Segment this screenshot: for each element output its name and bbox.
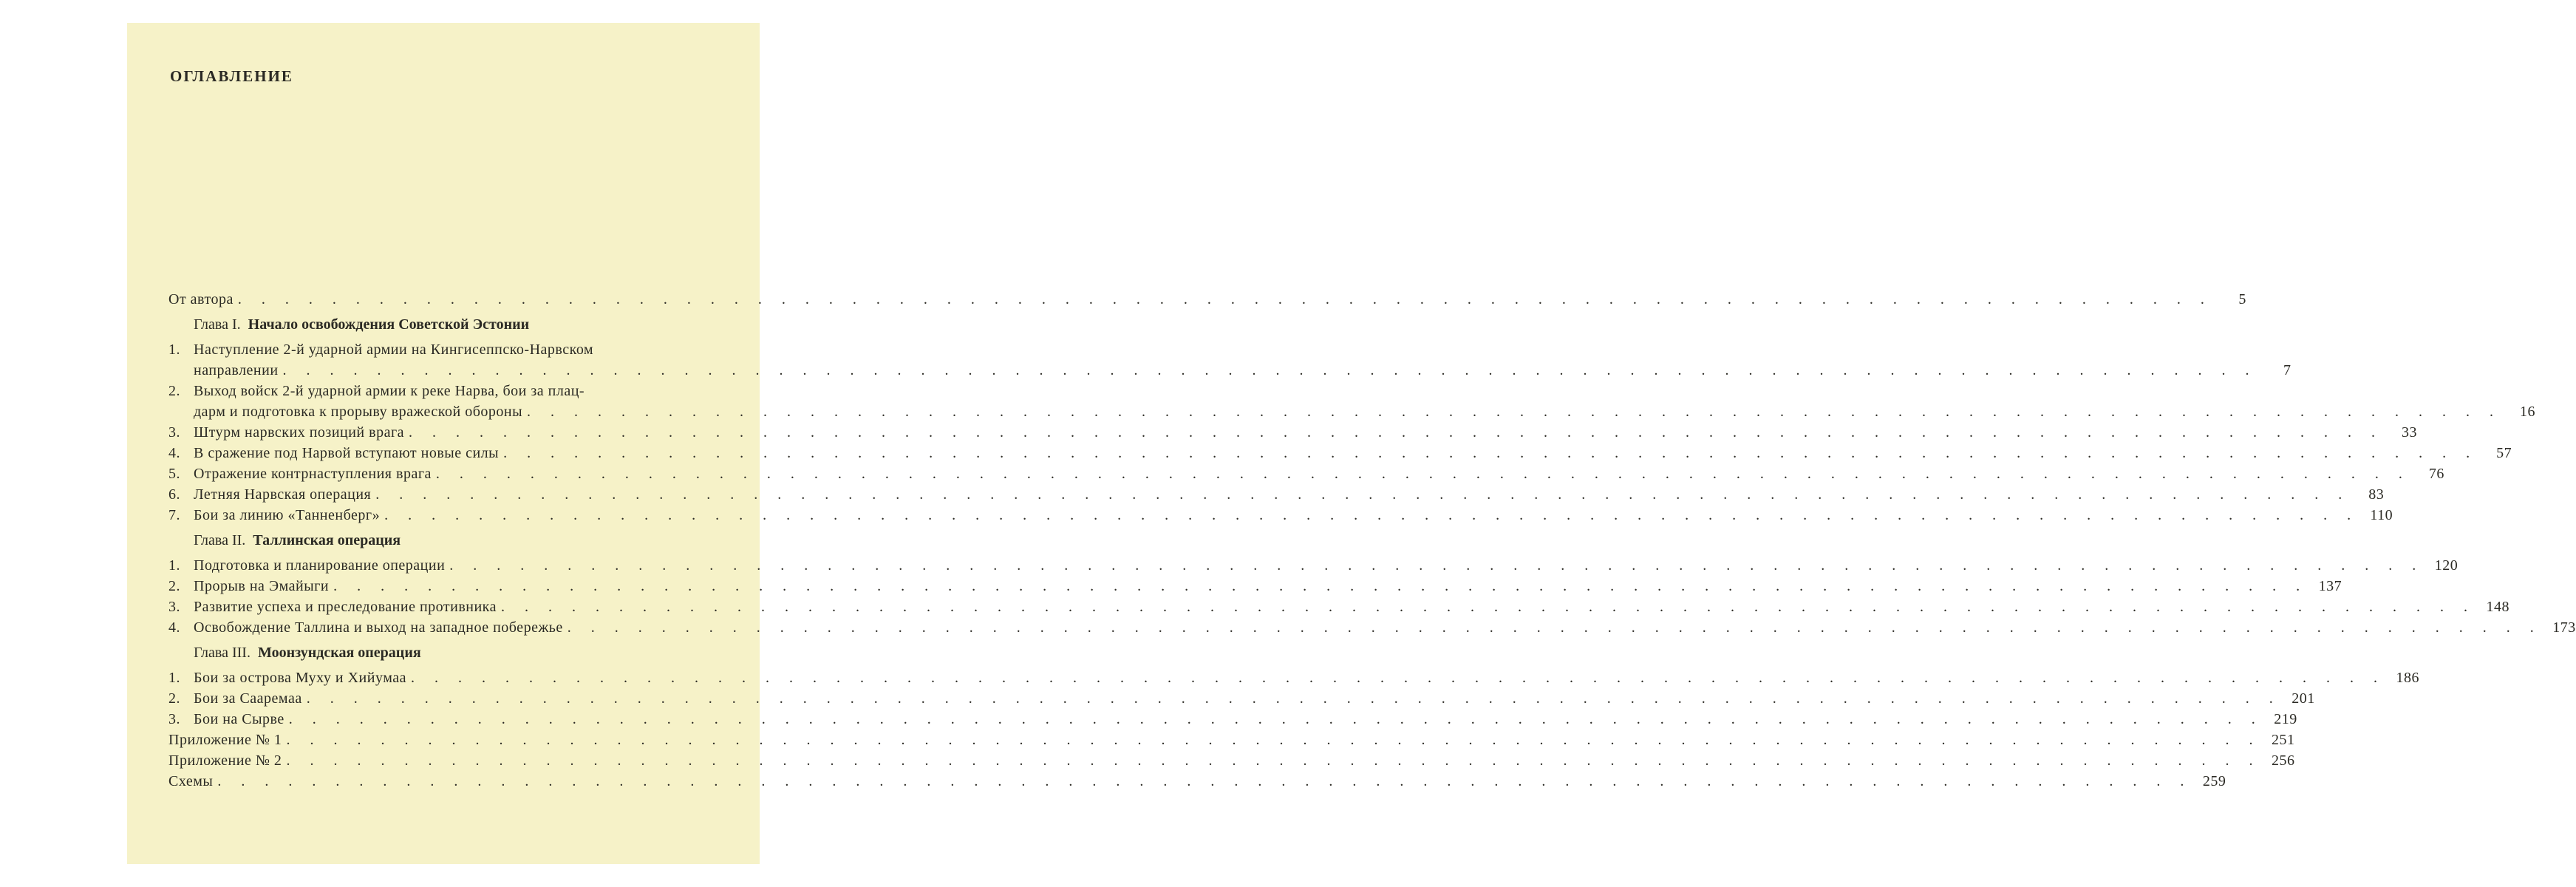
toc-entry-number: 3. [168,599,180,615]
toc-entry-continuation [168,401,2536,422]
leader-dots: . . . . . . . . . . . . . . . . . . . . . . . . . . . . . . . . . . . . . . . . . . . . . . . . . . . . . . . . . . . . . . . . . . . . . . . . . . . . . . . . . . . . [567,619,2542,636]
chapter-title: Моонзундская операция [257,645,421,661]
toc-entry-text: Бои за Сааремаа [194,690,302,707]
toc-page-number: 256 [2271,752,2295,769]
toc-entry [168,709,2297,730]
toc-entry [168,484,2385,505]
book-page [127,23,2576,864]
toc-page-number: 201 [2292,690,2315,707]
toc-entry [168,667,2419,688]
toc-entry [168,576,2342,597]
page-heading: ОГЛАВЛЕНИЕ [170,67,293,85]
toc-entry-text: направлении [194,362,279,378]
toc-entry-number: 2. [168,383,180,399]
leader-dots: . . . . . . . . . . . . . . . . . . . . . . . . . . . . . . . . . . . . . . . . . . . . . . . . . . . . . . . . . . . . . . . . . . . . . . . . . . . . . . . . . . . . [375,486,2351,503]
leader-dots: . . . . . . . . . . . . . . . . . . . . . . . . . . . . . . . . . . . . . . . . . . . . . . . . . . . . . . . . . . . . . . . . . . . . . . . . . . . . . . . . . . . . [384,507,2359,523]
leader-dots: . . . . . . . . . . . . . . . . . . . . . . . . . . . . . . . . . . . . . . . . . . . . . . . . . . . . . . . . . . . . . . . . . . . . . . . . . . . . . . . . . . . . [237,291,2212,307]
toc-entry-appendix [168,771,2226,792]
leader-dots: . . . . . . . . . . . . . . . . . . . . . . . . . . . . . . . . . . . . . . . . . . . . . . . . . . . . . . . . . . . . . . . . . . . . . . . . . . . . . . . . . . . . [288,711,2263,727]
leader-dots: . . . . . . . . . . . . . . . . . . . . . . . . . . . . . . . . . . . . . . . . . . . . . . . . . . . . . . . . . . . . . . . . . . . . . . . . . . . . . . . . . . . . [409,424,2384,441]
toc-page-number: 76 [2428,466,2444,482]
leader-dots: . . . . . . . . . . . . . . . . . . . . . . . . . . . . . . . . . . . . . . . . . . . . . . . . . . . . . . . . . . . . . . . . . . . . . . . . . . . . . . . . . . . . [527,404,2502,420]
toc-entry-text: Бои за острова Муху и Хийумаа [194,670,406,686]
chapter-label: Глава I. [194,316,241,333]
toc-entry-text: Выход войск 2-й ударной армии к реке Нарва, бои за плац- [194,383,585,399]
toc-page-number: 173 [2552,619,2576,636]
leader-dots: . . . . . . . . . . . . . . . . . . . . . . . . . . . . . . . . . . . . . . . . . . . . . . . . . . . . . . . . . . . . . . . . . . . . . . . . . . . . . . . . . . . . [286,752,2261,769]
toc-entry-text: Подготовка и планирование операции [194,557,446,574]
toc-entry [168,381,724,401]
toc-entry-text: Летняя Нарвская операция [194,486,372,503]
chapter-heading [168,642,724,663]
toc-page-number: 57 [2496,445,2512,461]
toc-entry-number: 1. [168,557,180,574]
toc-entry [168,688,2315,709]
chapter-label: Глава III. [194,645,251,661]
toc-entry-text: Схемы [168,773,214,789]
toc-entry-number: 5. [168,466,180,482]
toc-entry [168,617,2576,638]
chapter-heading [168,314,724,335]
table-of-contents [168,289,2576,792]
toc-page-number: 7 [2283,362,2292,378]
leader-dots: . . . . . . . . . . . . . . . . . . . . . . . . . . . . . . . . . . . . . . . . . . . . . . . . . . . . . . . . . . . . . . . . . . . . . . . . . . . . . . . . . . . . [435,466,2410,482]
toc-page-number: 5 [2238,291,2246,307]
toc-entry-number: 4. [168,445,180,461]
toc-entry [168,505,2393,526]
leader-dots: . . . . . . . . . . . . . . . . . . . . . . . . . . . . . . . . . . . . . . . . . . . . . . . . . . . . . . . . . . . . . . . . . . . . . . . . . . . . . . . . . . . . [503,445,2478,461]
leader-dots: . . . . . . . . . . . . . . . . . . . . . . . . . . . . . . . . . . . . . . . . . . . . . . . . . . . . . . . . . . . . . . . . . . . . . . . . . . . . . . . . . . . . [282,362,2258,378]
leader-dots: . . . . . . . . . . . . . . . . . . . . . . . . . . . . . . . . . . . . . . . . . . . . . . . . . . . . . . . . . . . . . . . . . . . . . . . . . . . . . . . . . . . . [410,670,2385,686]
leader-dots: . . . . . . . . . . . . . . . . . . . . . . . . . . . . . . . . . . . . . . . . . . . . . . . . . . . . . . . . . . . . . . . . . . . . . . . . . . . . . . . . . . . . [449,557,2425,574]
toc-entry-text: В сражение под Нарвой вступают новые силы [194,445,500,461]
toc-page-number: 186 [2396,670,2419,686]
toc-entry-appendix [168,750,2295,771]
toc-entry [168,555,2459,576]
toc-entry-number: 3. [168,711,180,727]
toc-entry-author [168,289,2246,310]
toc-entry-text: дарм и подготовка к прорыву вражеской обороны [194,404,523,420]
toc-entry-text: Освобождение Таллина и выход на западное побережье [194,619,563,636]
toc-page-number: 137 [2318,578,2342,594]
leader-dots: . . . . . . . . . . . . . . . . . . . . . . . . . . . . . . . . . . . . . . . . . . . . . . . . . . . . . . . . . . . . . . . . . . . . . . . . . . . . . . . . . . . . [333,578,2308,594]
toc-page-number: 110 [2370,507,2393,523]
toc-entry-number: 4. [168,619,180,636]
toc-entry [168,339,724,360]
leader-dots: . . . . . . . . . . . . . . . . . . . . . . . . . . . . . . . . . . . . . . . . . . . . . . . . . . . . . . . . . . . . . . . . . . . . . . . . . . . . . . . . . . . . [500,599,2476,615]
toc-entry-text: Приложение № 2 [168,752,282,769]
toc-entry-text: Отражение контрнаступления врага [194,466,432,482]
toc-page-number: 219 [2274,711,2297,727]
toc-page-number: 120 [2434,557,2459,574]
leader-dots: . . . . . . . . . . . . . . . . . . . . . . . . . . . . . . . . . . . . . . . . . . . . . . . . . . . . . . . . . . . . . . . . . . . . . . . . . . . . . . . . . . . . [217,773,2192,789]
chapter-title: Таллинская операция [253,532,401,548]
toc-page-number: 148 [2486,599,2509,615]
toc-entry-number: 1. [168,341,180,358]
toc-entry [168,463,2444,484]
toc-page-number: 16 [2520,404,2536,420]
toc-entry-continuation [168,360,2292,381]
toc-entry-number: 6. [168,486,180,503]
toc-entry-text: Бои за линию «Танненберг» [194,507,381,523]
toc-entry [168,422,2418,443]
chapter-title: Начало освобождения Советской Эстонии [248,316,530,333]
toc-entry-number: 2. [168,690,180,707]
chapter-label: Глава II. [194,532,246,548]
toc-entry-number: 3. [168,424,180,441]
toc-entry-text: Прорыв на Эмайыги [194,578,330,594]
toc-entry-text: От автора [168,291,234,307]
chapter-heading [168,530,724,551]
toc-entry-text: Приложение № 1 [168,732,282,748]
toc-entry [168,443,2512,463]
toc-entry-text: Наступление 2-й ударной армии на Кингисеппско-Нарвском [194,341,594,358]
toc-entry-text: Бои на Сырве [194,711,284,727]
toc-page-number: 251 [2271,732,2295,748]
toc-page-number: 33 [2402,424,2418,441]
toc-page-number: 83 [2368,486,2385,503]
toc-entry-text: Штурм нарвских позиций врага [194,424,405,441]
toc-entry [168,597,2509,617]
toc-entry-number: 7. [168,507,180,523]
toc-entry-number: 1. [168,670,180,686]
toc-entry-number: 2. [168,578,180,594]
toc-page-number: 259 [2202,773,2226,789]
toc-entry-text: Развитие успеха и преследование противника [194,599,497,615]
toc-entry-appendix [168,730,2295,750]
leader-dots: . . . . . . . . . . . . . . . . . . . . . . . . . . . . . . . . . . . . . . . . . . . . . . . . . . . . . . . . . . . . . . . . . . . . . . . . . . . . . . . . . . . . [286,732,2261,748]
leader-dots: . . . . . . . . . . . . . . . . . . . . . . . . . . . . . . . . . . . . . . . . . . . . . . . . . . . . . . . . . . . . . . . . . . . . . . . . . . . . . . . . . . . . [306,690,2281,707]
